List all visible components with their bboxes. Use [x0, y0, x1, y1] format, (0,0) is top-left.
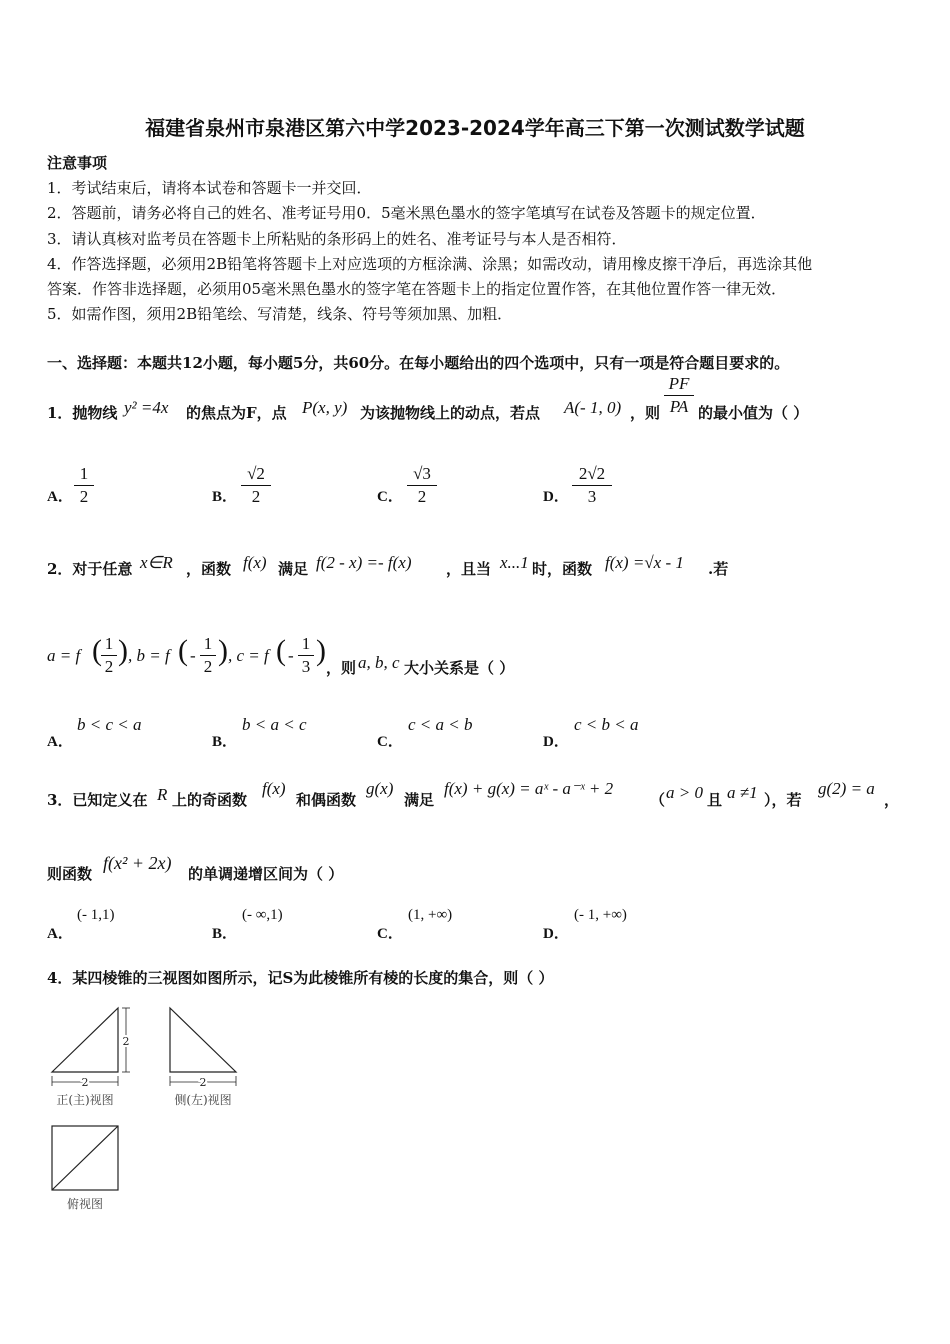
q2-fx-def: f(x) =√x - 1: [605, 553, 684, 572]
q2-text: ，函数: [186, 560, 232, 578]
q1-option-b-label: B．: [212, 489, 238, 505]
q2-fx: f(x): [243, 553, 267, 572]
q1-point-p: P(x, y): [302, 398, 348, 417]
notice-item: 1．考试结束后，请将本试卷和答题卡一并交回．: [47, 179, 372, 197]
q1-option-b-den: 2: [251, 487, 261, 506]
q2-a-num: 1: [104, 634, 114, 653]
q3-text: 和偶函数: [296, 791, 357, 809]
q2-paren: (: [92, 634, 102, 667]
notice-item: 4．作答选择题，必须用2B铅笔将答题卡上对应选项的方框涂满、涂黑；如需改动，请用橡皮擦干净后，再选涂其他: [47, 255, 813, 273]
q2-paren: (: [276, 634, 286, 667]
q3-text: 则函数: [47, 865, 93, 883]
q3-a-pos: a > 0: [666, 783, 703, 802]
notice-item: 3．请认真核对监考员在答题卡上所粘贴的条形码上的姓名、准考证号与本人是否相符．: [47, 230, 627, 248]
side-view-triangle: [170, 1008, 236, 1072]
q1-text: 的焦点为F，点: [186, 404, 287, 422]
q2-option-c-label: C．: [377, 734, 403, 750]
q3-option-d[interactable]: (- 1, +∞): [574, 907, 627, 923]
side-width-label: 2: [199, 1076, 207, 1089]
page-title: 福建省泉州市泉港区第六中学2023-2024学年高三下第一次测试数学试题: [145, 116, 805, 140]
section-heading: 一、选择题：本题共12小题，每小题5分，共60分。在每小题给出的四个选项中，只有一项是符合题目要求的。: [47, 354, 790, 372]
q2-abc: a, b, c: [358, 653, 400, 672]
q2-option-b-label: B．: [212, 734, 238, 750]
q2-text: ，且当: [446, 560, 492, 578]
q3-gx: g(x): [366, 779, 394, 798]
q1-option-a[interactable]: [74, 464, 94, 507]
q1-option-b[interactable]: [241, 464, 271, 507]
q1-ratio-den: PA: [669, 397, 689, 416]
q3-composite-fn: f(x² + 2x): [103, 853, 172, 873]
q2-b-def: , b = f: [128, 646, 170, 665]
q3-option-b-label: B．: [212, 926, 238, 942]
q1-ratio: [664, 374, 694, 417]
q3-domain: R: [157, 785, 168, 804]
q1-text: ，则: [630, 404, 661, 422]
q3-text: 的单调递增区间为（ ）: [188, 865, 344, 883]
q2-option-d-label: D．: [543, 734, 569, 750]
q2-text: .若: [708, 560, 729, 578]
q1-option-d-label: D．: [543, 489, 569, 505]
q3-text: ，: [884, 791, 900, 809]
q1-option-c-label: C．: [377, 489, 403, 505]
notice-item: 2．答题前，请务必将自己的姓名、准考证号用0．5毫米黑色墨水的签字笔填写在试卷及答题卡的规定位置．: [47, 204, 766, 222]
q2-paren: ): [218, 634, 228, 667]
top-view-label: 俯视图: [66, 1197, 104, 1211]
q2-domain: x∈R: [140, 553, 173, 572]
q2-option-a-label: A．: [47, 734, 73, 750]
q1-ratio-num: PF: [668, 374, 690, 393]
front-height-label: 2: [122, 1035, 130, 1048]
q1-parabola-eq: y² =4x: [124, 398, 169, 417]
side-view-label: 侧(左)视图: [174, 1093, 232, 1107]
q2-c-den: 3: [301, 657, 311, 676]
q2-c-frac: [298, 634, 314, 677]
front-width-label: 2: [81, 1076, 89, 1089]
q1-option-c-den: 2: [417, 487, 427, 506]
q2-option-c[interactable]: c < a < b: [408, 715, 473, 734]
q1-text: 的最小值为（ ）: [698, 404, 809, 422]
q3-option-a-label: A．: [47, 926, 73, 942]
q2-text: ，则: [326, 659, 357, 677]
q3-text: 且: [707, 791, 723, 809]
q2-minus: -: [288, 646, 294, 665]
q3-sum-eq: f(x) + g(x) = aˣ - a⁻ˣ + 2: [444, 779, 614, 798]
q1-option-c[interactable]: [407, 464, 437, 507]
q2-a-def: a = f: [47, 646, 81, 665]
q1-option-a-label: A．: [47, 489, 73, 505]
q2-a-frac: [101, 634, 117, 677]
q1-option-d[interactable]: [572, 464, 612, 507]
q2-paren: ): [316, 634, 326, 667]
q2-option-d[interactable]: c < b < a: [574, 715, 639, 734]
q2-text: 满足: [278, 560, 309, 578]
q1-point-a: A(- 1, 0): [564, 398, 622, 417]
q3-option-d-label: D．: [543, 926, 569, 942]
q2-option-a[interactable]: b < c < a: [77, 715, 142, 734]
q3-text: （: [650, 791, 666, 809]
q2-option-b[interactable]: b < a < c: [242, 715, 307, 734]
q2-paren: (: [178, 634, 188, 667]
q2-minus: -: [190, 646, 196, 665]
q2-symmetry-eq: f(2 - x) =- f(x): [316, 553, 412, 572]
q4-text: 4．某四棱锥的三视图如图所示，记S为此棱锥所有棱的长度的集合，则（ ）: [47, 969, 554, 987]
q3-a-neq: a ≠1: [727, 783, 758, 802]
q2-c-def: , c = f: [228, 646, 269, 665]
q1-text: 1．抛物线: [47, 404, 118, 422]
q2-c-num: 1: [301, 634, 311, 653]
q3-text: ），若: [764, 791, 802, 809]
q1-option-b-num: √2: [247, 464, 265, 483]
top-view-diagonal: [52, 1126, 118, 1190]
q3-text: 3．已知定义在: [47, 791, 148, 809]
q2-text: 时，函数: [532, 560, 593, 578]
q3-fx: f(x): [262, 779, 286, 798]
notice-heading: 注意事项: [47, 154, 108, 172]
q1-option-d-num: 2√2: [578, 464, 606, 483]
q2-paren: ): [118, 634, 128, 667]
q2-b-den: 2: [203, 657, 213, 676]
notice-item: 答案．作答非选择题，必须用05毫米黑色墨水的签字笔在答题卡上的指定位置作答，在其他位置作答一律无效．: [47, 280, 787, 298]
notice-item: 5．如需作图，须用2B铅笔绘、写清楚，线条、符号等须加黑、加粗．: [47, 305, 513, 323]
q3-option-a[interactable]: (- 1,1): [77, 907, 115, 923]
q2-a-den: 2: [104, 657, 114, 676]
q2-text: 2．对于任意: [47, 560, 133, 578]
q1-option-a-num: 1: [79, 464, 89, 483]
q2-b-frac: [200, 634, 216, 677]
q3-text: 满足: [404, 791, 435, 809]
front-view-label: 正(主)视图: [56, 1093, 114, 1107]
q1-option-d-den: 3: [587, 487, 597, 506]
q2-text: 大小关系是（ ）: [404, 659, 515, 677]
q3-option-c-label: C．: [377, 926, 403, 942]
q3-option-c[interactable]: (1, +∞): [408, 907, 453, 923]
front-view-triangle: [52, 1008, 118, 1072]
q2-b-num: 1: [203, 634, 213, 653]
q2-condition: x...1: [500, 553, 529, 572]
q3-g2: g(2) = a: [818, 779, 875, 798]
q3-option-b[interactable]: (- ∞,1): [242, 907, 283, 923]
q1-text: 为该抛物线上的动点，若点: [360, 404, 541, 422]
three-view-diagram: [40, 1000, 260, 1220]
q3-text: 上的奇函数: [172, 791, 248, 809]
q1-option-c-num: √3: [413, 464, 431, 483]
q1-option-a-den: 2: [79, 487, 89, 506]
